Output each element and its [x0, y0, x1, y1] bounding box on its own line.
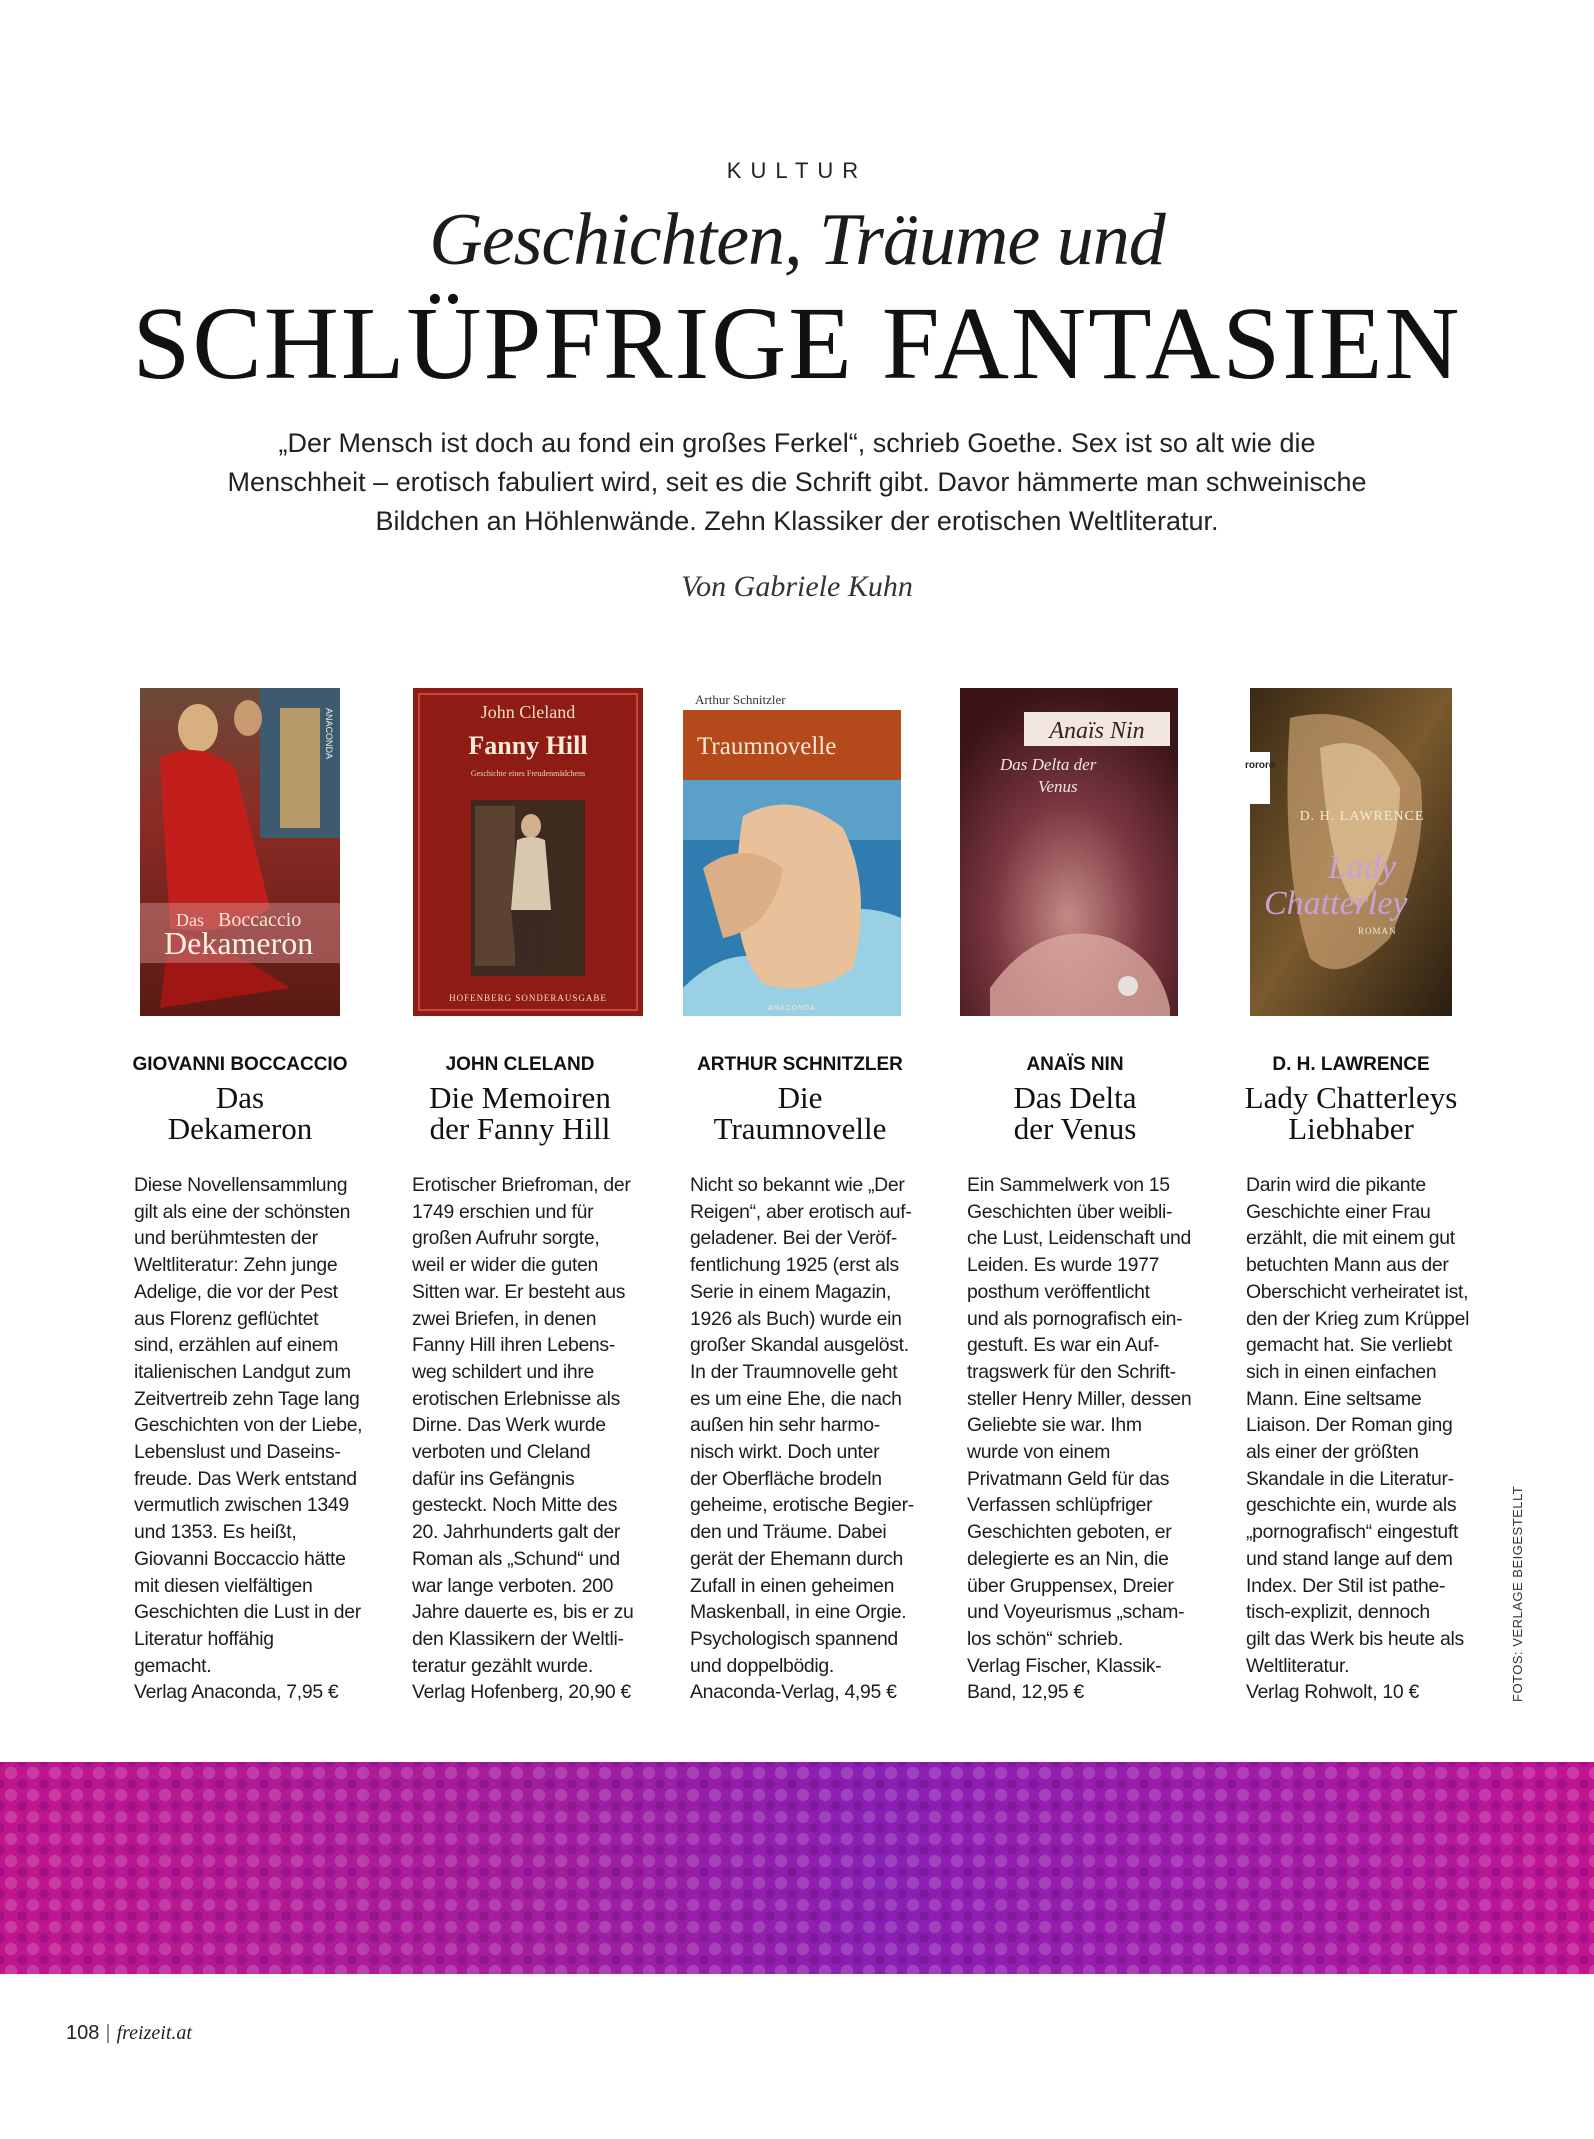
title-traumnovelle-line-2: Traumnovelle: [713, 1111, 887, 1146]
author-boccaccio: GIOVANNI BOCCACCIO: [132, 1054, 348, 1075]
cover-lady-logo: rororo: [1245, 760, 1275, 771]
cover-dekameron-small: Das: [176, 910, 204, 930]
title-delta-line-2: der Venus: [1013, 1111, 1137, 1146]
cover-delta-title-2: Venus: [1038, 777, 1078, 796]
cover-delta-author: Anaïs Nin: [1049, 718, 1145, 744]
title-fanny-hill-line-1: Die Memoiren: [429, 1080, 611, 1115]
section-label: KULTUR: [726, 158, 868, 183]
author-cleland: JOHN CLELAND: [445, 1054, 595, 1075]
footer-site-link[interactable]: freizeit.at: [116, 2022, 192, 2044]
description-delta-der-venus: Ein Sammelwerk von 15 Geschichten über weibli- che Lust, Leidenschaft und Leiden. Es wurde 1977 posthum veröffentlicht und als pornografisch ein- gestuft. Es war ein Auf- tragswerk für den Schrift- steller Henry Miller, dessen Geliebte sie war. Ihm wurde von einem Privatmann Geld für das Verfassen schlüpfriger Geschichten geboten, er delegierte es an Nin, die über Gruppensex, Dreier und Voyeurismus „scham- los schön“ schrieb. Verlag Fischer, Klassik- Band, 12,95 €: [967, 1174, 1192, 1704]
author-nin: ANAÏS NIN: [1026, 1054, 1124, 1075]
page-footer: [66, 2022, 192, 2045]
title-lady-line-2: Liebhaber: [1288, 1111, 1414, 1146]
cover-fanny-author: John Cleland: [480, 702, 576, 722]
description-traumnovelle: Nicht so bekannt wie „Der Reigen“, aber erotisch auf- geladener. Bei der Veröf- fentlichung 1925 (erst als Serie in einem Magazin, 1926 als Buch) wurde ein großer Skandal ausgelöst. In der Traumnovelle geht es um eine Ehe, die nach außen hin sehr harmo- nisch wirkt. Doch unter der Oberfläche brodeln geheime, erotische Begier- den und Träume. Dabei gerät der Ehemann durch Zufall in einen geheimen Maskenball, in eine Orgie. Psychologisch spannend und doppelbödig. Anaconda-Verlag, 4,95 €: [690, 1174, 914, 1704]
title-fanny-hill: [390, 1082, 650, 1144]
cover-traum-publisher: ANACONDA: [768, 1005, 816, 1012]
book-cover-dekameron: [140, 688, 340, 1016]
cover-dekameron-title: Dekameron: [164, 925, 314, 961]
cover-delta-title-1: Das Delta der: [1000, 755, 1097, 774]
description-lady-chatterley: Darin wird die pikante Geschichte einer Frau erzählt, die mit einem gut betuchten Mann aus der Oberschicht verheiratet ist, den der Krieg zum Krüppel gemacht hat. Sie verliebt sich in einen einfachen Mann. Eine seltsame Liaison. Der Roman ging als einer der größten Skandale in die Literatur- geschichte ein, wurde als „pornografisch“ eingestuft und stand lange auf dem Index. Der Stil ist pathe- tisch-explizit, dennoch gilt das Werk bis heute als Weltliteratur. Verlag Rohwolt, 10 €: [1246, 1174, 1470, 1704]
cover-lady-title-2: Chatterley: [1264, 885, 1408, 922]
book-cover-fanny-hill: [413, 688, 643, 1016]
band-dot-pattern-light: [0, 1762, 1594, 1974]
title-dekameron: [110, 1082, 370, 1144]
decorative-dot-band: [0, 1762, 1594, 1974]
description-fanny-hill: Erotischer Briefroman, der 1749 erschien und für großen Aufruhr sorgte, weil er wider die guten Sitten war. Er besteht aus zwei Briefen, in denen Fanny Hill ihren Lebens- weg schildert und ihre erotischen Erlebnisse als Dirne. Das Werk wurde verboten und Cleland dafür ins Gefängnis gesteckt. Noch Mitte des 20. Jahrhunderts galt der Roman als „Schund“ und war lange verboten. 200 Jahre dauerte es, bis er zu den Klassikern der Weltli- teratur gezählt wurde. Verlag Hofenberg, 20,90 €: [412, 1174, 634, 1704]
cover-lady-author: D. H. LAWRENCE: [1299, 809, 1425, 824]
title-traumnovelle-line-1: Die: [777, 1080, 823, 1115]
photo-credit: FOTOS: VERLAGE BEIGESTELLT: [1510, 1485, 1525, 1702]
cover-dekameron-spine: ANACONDA: [324, 708, 334, 760]
cover-lady-subtitle: ROMAN: [1358, 926, 1397, 936]
description-dekameron: Diese Novellensammlung gilt als eine der schönsten und berühmtesten der Weltliteratur: Zehn junge Adelige, die vor der Pest aus Florenz geflüchtet sind, erzählen auf einem italienischen Landgut zum Zeitvertreib zehn Tage lang Geschichten von der Liebe, Lebenslust und Daseins- freude. Das Werk entstand vermutlich zwischen 1349 und 1353. Es heißt, Giovanni Boccaccio hätte mit diesen vielfältigen Geschichten die Lust in der Literatur hoffähig gemacht. Verlag Anaconda, 7,95 €: [134, 1174, 363, 1704]
title-dekameron-line-2: Dekameron: [167, 1111, 313, 1146]
cover-fanny-subtitle: Geschichte eines Freudenmädchens: [470, 769, 586, 778]
cover-lady-title-1: Lady: [1328, 849, 1396, 886]
cover-fanny-publisher: HOFENBERG SONDERAUSGABE: [449, 993, 607, 1003]
author-schnitzler: ARTHUR SCHNITZLER: [697, 1054, 903, 1075]
title-lady-line-1: Lady Chatterleys: [1244, 1080, 1458, 1115]
title-fanny-hill-line-2: der Fanny Hill: [429, 1111, 611, 1146]
book-cover-traumnovelle: [683, 688, 901, 1016]
cover-traum-author: Arthur Schnitzler: [695, 692, 786, 707]
cover-fanny-title: Fanny Hill: [468, 731, 588, 760]
cover-traum-title: Traumnovelle: [697, 733, 837, 760]
headline-line-1: Geschichten, Träume und: [429, 199, 1165, 281]
title-delta-line-1: Das Delta: [1013, 1080, 1137, 1115]
title-dekameron-line-1: Das: [215, 1080, 265, 1115]
intro-paragraph: „Der Mensch ist doch au fond ein großes Ferkel“, schrieb Goethe. Sex ist so alt wie die Menschheit – erotisch fabuliert wird, seit es die Schrift gibt. Davor hämmerte man schweinische Bildchen an Höhlenwände. Zehn Klassiker der erotischen Weltliteratur.: [227, 428, 1367, 536]
page-number: 108: [66, 2022, 100, 2044]
author-lawrence: D. H. LAWRENCE: [1272, 1054, 1430, 1075]
byline: Von Gabriele Kuhn: [681, 570, 913, 603]
book-cover-delta-der-venus: [960, 688, 1178, 1016]
footer-separator: |: [105, 2022, 111, 2044]
cover-dekameron-author: Boccaccio: [218, 909, 302, 931]
book-cover-lady-chatterley: [1245, 688, 1452, 1016]
title-lady-chatterley: [1220, 1082, 1482, 1144]
title-delta-der-venus: [945, 1082, 1205, 1144]
title-traumnovelle: [670, 1082, 930, 1144]
headline-line-2: SCHLÜPFRIGE FANTASIEN: [132, 286, 1462, 401]
